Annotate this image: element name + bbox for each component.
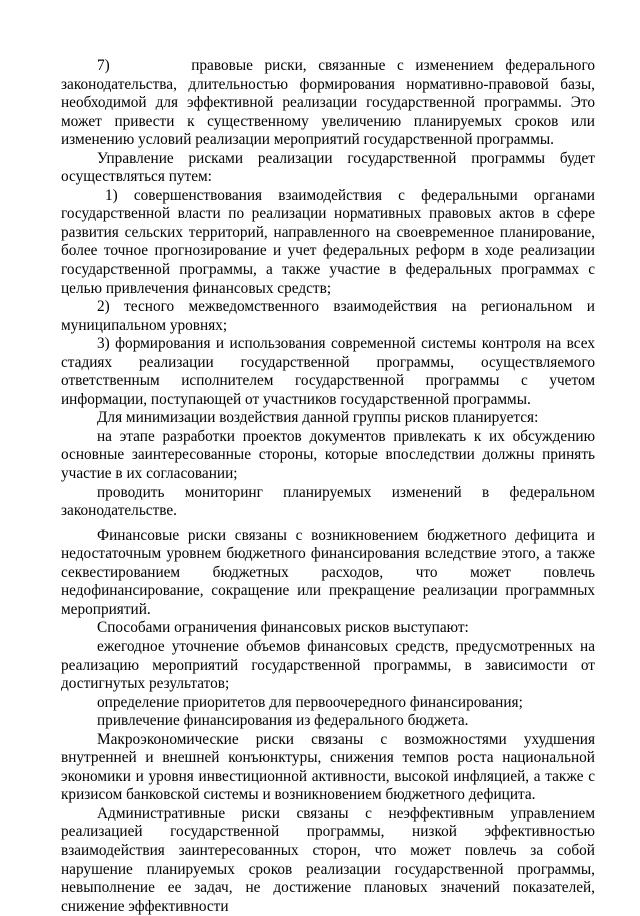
paragraph-financial-limits-intro: Способами ограничения финансовых рисков выступают: [97,619,469,637]
paragraph-macroeconomic-risks: Макроэкономические риски связаны с возможностями ухудшения внутренней и внешней конъюнктуры, снижения темпов роста национальной экономики и уровня инвестиционной активности, высокой инфляцией, а также с кризисом банковской системы и возникновением бюджетного дефицита. [61,730,595,804]
paragraph-financial-risks: Финансовые риски связаны с возникновением бюджетного дефицита и недостаточным уровнем бюджетного финансирования вследствие этого, а также секвестированием бюджетных расходов, что может повлечь недофинансирование, сокращение или прекращение реализации программных мероприятий. [61,526,595,618]
paragraph-financial-limit-2: определение приоритетов для первоочередного финансирования; [97,693,523,711]
paragraph-risk-management-intro: Управление рисками реализации государственной программы будет осуществляться путем: [61,149,595,186]
paragraph-financial-limit-3: привлечение финансирования из федерального бюджета. [97,712,469,730]
paragraph-minimization-intro: Для минимизации воздействия данной группы рисков планируется: [97,409,539,427]
paragraph-measure-1: 1) совершенствования взаимодействия с федеральными органами государственной власти по реализации нормативных правовых актов в сфере развития сельских территорий, направленного на своевременное планирование, более точное прогнозирование и учет федеральных реформ в ходе реализации государственной программы, а также участие в федеральных программах с целью привлечения финансовых средств; [61,186,595,297]
paragraph-minimization-1: на этапе разработки проектов документов привлекать к их обсуждению основные заинтересованные стороны, которые впоследствии должны принять участие в их согласовании; [61,427,595,483]
document-body [61,57,595,916]
paragraph-minimization-2: проводить мониторинг планируемых изменений в федеральном законодательстве. [61,483,595,520]
paragraph-legal-risks: 7) правовые риски, связанные с изменением федерального законодательства, длительностью формирования нормативно-правовой базы, необходимой для эффективной реализации государственной программы. Это может привести к существенному увеличению планируемых сроков или изменению условий реализации мероприятий государственной программы. [61,57,595,149]
paragraph-measure-2: 2) тесного межведомственного взаимодействия на региональном и муниципальном уровнях; [61,298,595,334]
paragraph-administrative-risks: Административные риски связаны с неэффективным управлением реализацией государственной программы, низкой эффективностью взаимодействия заинтересованных сторон, что может повлечь за собой нарушение планируемых сроков реализации государственной программы, невыполнение ее задач, не достижение плановых значений показателей, снижение эффективности [61,804,595,915]
paragraph-measure-3: 3) формирования и использования современной системы контроля на всех стадиях реализации государственной программы, осуществляемого ответственным исполнителем государственной программы с учетом информации, поступающей от участников государственной программы. [61,335,595,408]
paragraph-financial-limit-1: ежегодное уточнение объемов финансовых средств, предусмотренных на реализацию мероприятий государственной программы, в зависимости от достигнутых результатов; [61,637,595,693]
